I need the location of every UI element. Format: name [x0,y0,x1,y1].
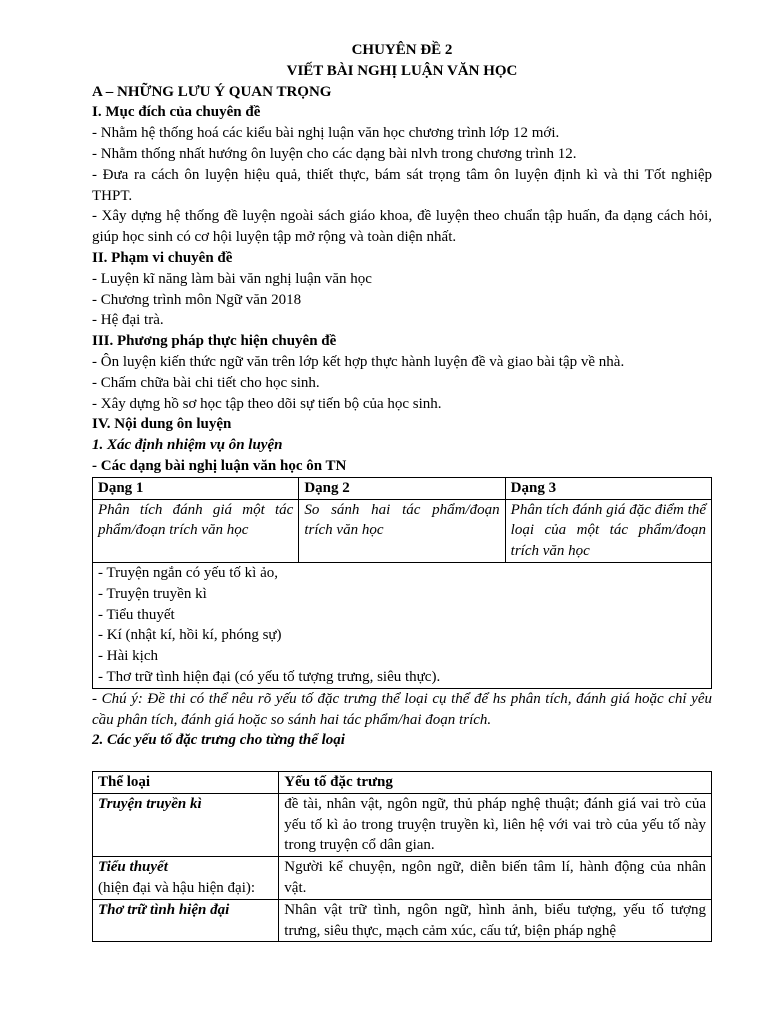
table-row [93,499,712,562]
table-row [93,562,712,688]
table-cell: Người kể chuyện, ngôn ngữ, diễn biến tâm lí, hành động của nhân vật. [279,857,712,900]
part1-item: - Nhằm thống nhất hướng ôn luyện cho các dạng bài nlvh trong chương trình 12. [92,145,577,162]
table-cell: Phân tích đánh giá một tác phẩm/đoạn trích văn học [93,499,299,562]
list-item: - Hài kịch [98,648,158,665]
table-row [93,899,712,942]
table-cell [93,899,279,942]
part2-item: - Chương trình môn Ngữ văn 2018 [92,291,302,308]
table-cell: Phân tích đánh giá đặc điểm thể loại của một tác phẩm/đoạn trích văn học [505,499,711,562]
table-header-cell: Thể loại [93,772,279,794]
table-cell: Nhân vật trữ tình, ngôn ngữ, hình ảnh, biểu tượng, yếu tố tượng trưng, siêu thực, mạch cảm xúc, cấu tứ, biện pháp nghệ [279,899,712,942]
list-item: - Tiểu thuyết [98,606,175,623]
part4-sub1: 1. Xác định nhiệm vụ ôn luyện [92,437,283,454]
table-row [93,772,712,794]
genre-name: Truyện truyền kì [98,795,202,812]
part2-item: - Hệ đại trà. [92,312,164,329]
part4-sub2: 2. Các yếu tố đặc trưng cho từng thể loại [92,732,345,749]
part2-title: II. Phạm vi chuyên đề [92,249,233,266]
part3-title: III. Phương pháp thực hiện chuyên đề [92,333,337,350]
doc-heading-2: VIẾT BÀI NGHỊ LUẬN VĂN HỌC [286,62,518,79]
exam-types-table [92,477,712,689]
list-item: - Truyện truyền kì [98,585,207,602]
table-cell [93,857,279,900]
table-row [93,793,712,856]
part1-item: - Nhằm hệ thống hoá các kiểu bài nghị luận văn học chương trình lớp 12 mới. [92,125,560,142]
part4-sub1b: - Các dạng bài nghị luận văn học ôn TN [92,457,347,474]
genre-name: Thơ trữ tình hiện đại [98,901,230,918]
part3-item: - Chấm chữa bài chi tiết cho học sinh. [92,374,320,391]
table-header-cell: Dạng 1 [93,477,299,499]
part1-item: - Đưa ra cách ôn luyện hiệu quả, thiết thực, bám sát trọng tâm ôn luyện định kì và thi Tốt nghiệp THPT. [92,166,712,204]
part3-item: - Xây dựng hồ sơ học tập theo dõi sự tiến bộ của học sinh. [92,395,442,412]
part1-title: I. Mục đích của chuyên đề [92,104,261,121]
part2-item: - Luyện kĩ năng làm bài văn nghị luận văn học [92,270,372,287]
list-item: - Truyện ngắn có yếu tố kì ảo, [98,564,278,581]
genre-note: (hiện đại và hậu hiện đại): [98,880,256,897]
table-cell: So sánh hai tác phẩm/đoạn trích văn học [299,499,505,562]
list-item: - Kí (nhật kí, hồi kí, phóng sự) [98,627,282,644]
part3-item: - Ôn luyện kiến thức ngữ văn trên lớp kết hợp thực hành luyện đề và giao bài tập về nhà. [92,353,625,370]
table-cell: đề tài, nhân vật, ngôn ngữ, thủ pháp nghệ thuật; đánh giá vai trò của yếu tố kì ảo trong truyện truyền kì, liên hệ với vai trò của yếu tố này trong truyện cổ dân gian. [279,793,712,856]
table-header-cell: Dạng 2 [299,477,505,499]
table-row [93,857,712,900]
genre-features-table [92,771,712,942]
list-item: - Thơ trữ tình hiện đại (có yếu tố tượng trưng, siêu thực). [98,668,441,685]
genre-list-cell [93,562,712,688]
part4-title: IV. Nội dung ôn luyện [92,416,232,433]
table-header-cell: Yếu tố đặc trưng [279,772,712,794]
spacer [92,751,712,771]
section-a-title: A – NHỮNG LƯU Ý QUAN TRỌNG [92,83,332,100]
genre-name: Tiểu thuyết [98,859,168,876]
table-cell [93,793,279,856]
table-row [93,477,712,499]
note-paragraph: - Chú ý: Đề thi có thể nêu rõ yếu tố đặc trưng thể loại cụ thể để hs phân tích, đánh giá hoặc chỉ yêu cầu phân tích, đánh giá hoặc so sánh hai tác phẩm/hai đoạn trích. [92,690,712,728]
doc-heading-1: CHUYÊN ĐỀ 2 [351,42,453,58]
part1-item: - Xây dựng hệ thống đề luyện ngoài sách giáo khoa, đề luyện theo chuẩn tập huấn, đa dạng cách hỏi, giúp học sinh có cơ hội luyện tập mở rộng và toàn diện nhất. [92,208,712,246]
table-header-cell: Dạng 3 [505,477,711,499]
